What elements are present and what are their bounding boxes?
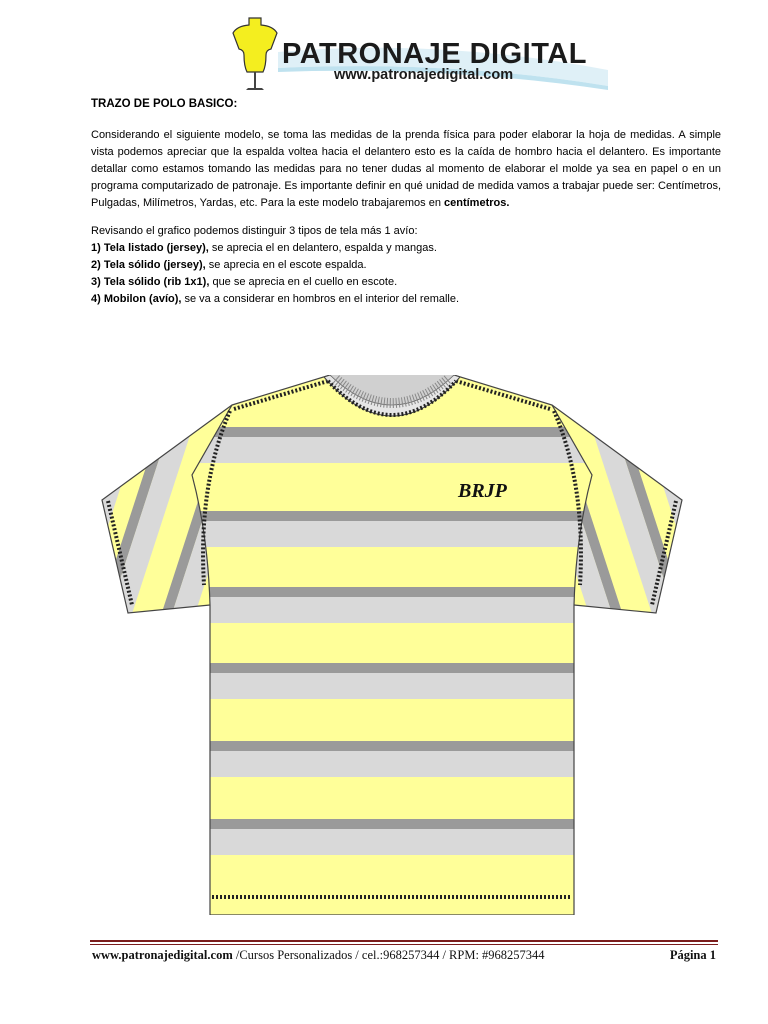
page-number: Página 1	[669, 948, 716, 962]
shirt-print-label: BRJP	[458, 480, 507, 502]
fabric-item-4-label: 4) Mobilon (avío),	[91, 293, 182, 305]
brand-url[interactable]: www.patronajedigital.com	[334, 67, 514, 83]
fabric-item-2-text: se aprecia en el escote espalda.	[205, 259, 367, 271]
fabric-item-2	[91, 257, 721, 274]
footer-divider	[90, 940, 718, 945]
footer-contact: /Cursos Personalizados / cel.:968257344 / RPM: #968257344	[232, 948, 545, 962]
fabric-item-1-text: se aprecia el en delantero, espalda y mangas.	[208, 242, 437, 254]
fabric-item-4	[91, 291, 721, 308]
polo-shirt-illustration	[92, 375, 692, 915]
fabric-item-2-label: 2) Tela sólido (jersey),	[91, 259, 206, 271]
fabric-item-3-text: que se aprecia en el cuello en escote.	[209, 276, 398, 288]
fabric-item-1-label: 1) Tela listado (jersey),	[91, 242, 209, 254]
document-title: TRAZO DE POLO BASICO:	[91, 98, 238, 110]
header-logo	[220, 12, 590, 90]
intro-paragraph	[91, 127, 721, 212]
mannequin-icon	[230, 16, 280, 92]
fabric-item-3-label: 3) Tela sólido (rib 1x1),	[91, 276, 210, 288]
fabric-item-1	[91, 240, 721, 257]
page-footer	[92, 948, 716, 963]
document-body	[91, 96, 721, 308]
brand-title: PATRONAJE DIGITAL	[282, 38, 587, 70]
body-stripes	[192, 375, 592, 915]
intro-paragraph-text: Considerando el siguiente modelo, se toma las medidas de la prenda física para poder elaborar la hoja de medidas. A simple vista podemos apreciar que la espalda voltea hacia el delantero esto es la caída de hombro hacia el delantero. Es importante detallar como estamos tomando las medidas para no tener dudas al momento de elaborar el molde ya sea en papel o en un programa computarizado de patronaje. Es importante definir en qué unidad de medida vamos a trabajar puede ser: Centímetros, Pulgadas, Milímetros, Yardas, etc. Para la este modelo trabajaremos en	[91, 129, 721, 209]
fabric-intro: Revisando el grafico podemos distinguir 3 tipos de tela más 1 avío:	[91, 225, 418, 237]
fabric-item-3	[91, 274, 721, 291]
unit-highlight: centímetros.	[444, 197, 510, 209]
footer-url[interactable]: www.patronajedigital.com	[92, 948, 233, 962]
fabric-item-4-text: se va a considerar en hombros en el interior del remalle.	[181, 293, 460, 305]
